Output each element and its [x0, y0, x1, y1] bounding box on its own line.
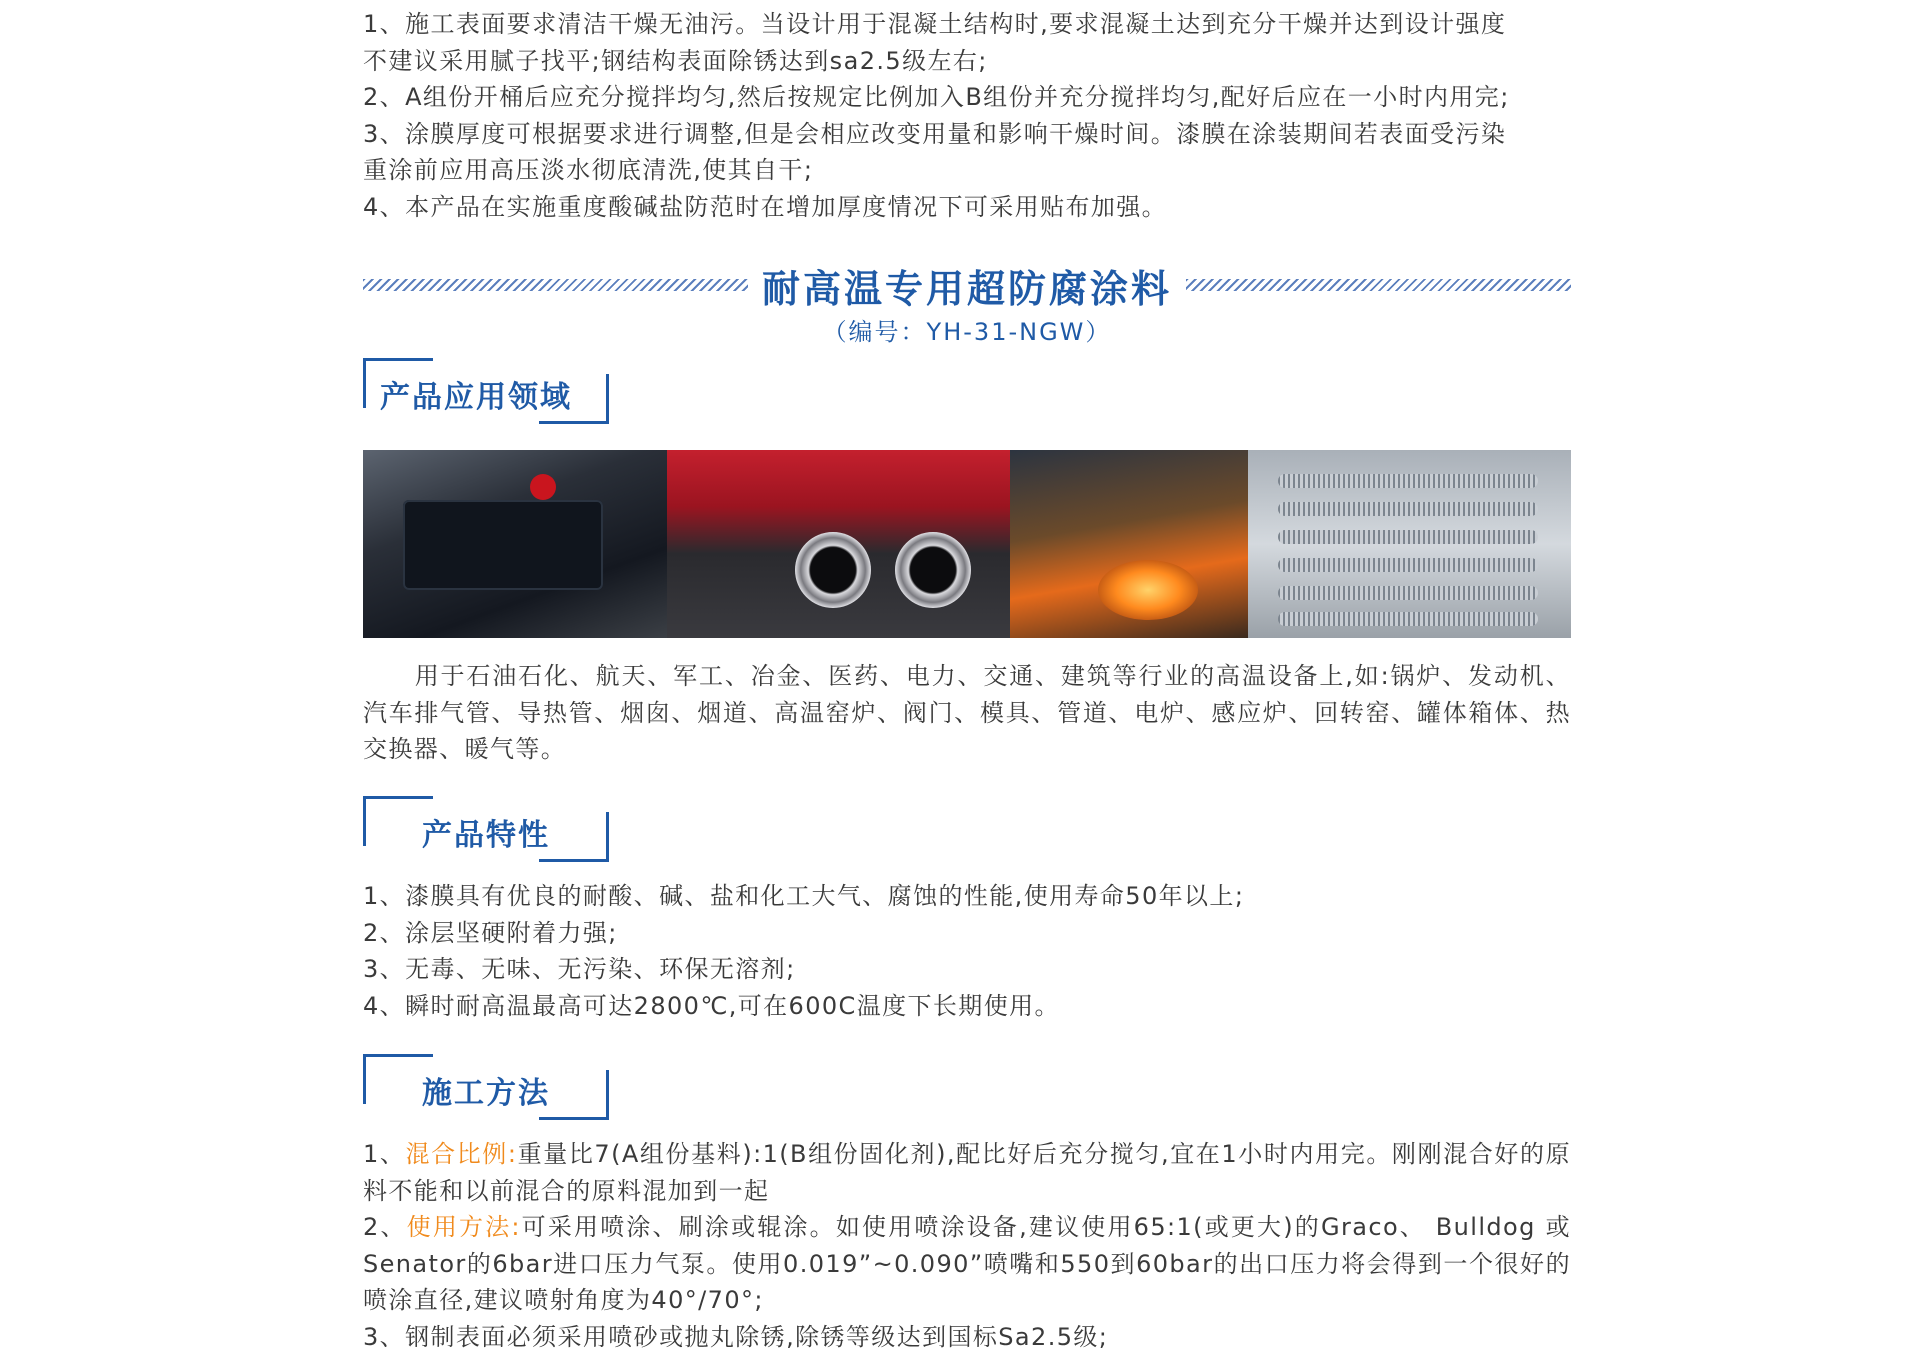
section-heading-features	[363, 796, 609, 862]
method-item: 3、钢制表面必须采用喷砂或抛丸除锈,除锈等级达到国标Sa2.5级;	[363, 1322, 1109, 1351]
hatch-divider-left	[363, 279, 748, 291]
molten-metal-shape	[1098, 560, 1198, 620]
engine-block-shape	[403, 500, 603, 590]
method-item	[363, 1209, 1571, 1319]
section-heading-application	[363, 358, 609, 424]
exhaust-tip-shape	[795, 532, 871, 608]
engine-photo	[363, 450, 667, 638]
method-text: 可采用喷涂、刷涂或辊涂。如使用喷涂设备,建议使用65:1(或更大)的Graco、 Bulldog 或 Senator的6bar进口压力气泵。使用0.019”~0.090”喷嘴和550到60bar的出口压力将会得到一个很好的喷涂直径,建议喷射角度为40°/70°;	[363, 1213, 1571, 1314]
finned-tube-shape	[1278, 530, 1538, 544]
intro-line: 3、涂膜厚度可根据要求进行调整,但是会相应改变用量和影响干燥时间。漆膜在涂装期间若表面受污染	[363, 119, 1507, 148]
finned-tube-shape	[1278, 586, 1538, 600]
section-title: 产品应用领域	[380, 380, 572, 415]
features-list	[363, 878, 1571, 1024]
intro-block	[363, 6, 1571, 225]
exhaust-pipe-photo	[667, 450, 1010, 638]
product-title-row	[363, 258, 1571, 312]
section-title: 产品特性	[422, 818, 550, 853]
feature-item: 4、瞬时耐高温最高可达2800℃,可在600C温度下长期使用。	[363, 991, 1060, 1020]
product-title: 耐高温专用超防腐涂料	[761, 266, 1172, 311]
finned-tube-shape	[1278, 502, 1538, 516]
intro-line: 1、施工表面要求清洁干燥无油污。当设计用于混凝土结构时,要求混凝土达到充分干燥并达到设计强度	[363, 10, 1507, 38]
intro-line: 重涂前应用高压淡水彻底清洗,使其自干;	[363, 156, 814, 184]
intro-line: 不建议采用腻子找平;钢结构表面除锈达到sa2.5级左右;	[363, 46, 988, 75]
finned-tube-shape	[1278, 612, 1538, 626]
engine-cap-shape	[530, 474, 556, 500]
intro-line: 2、A组份开桶后应充分搅拌均匀,然后按规定比例加入B组份并充分搅拌均匀,配好后应在一小时内用完;	[363, 83, 1510, 111]
exhaust-tip-shape	[895, 532, 971, 608]
item-number: 1、	[363, 1140, 406, 1168]
product-code: （编号：YH-31-NGW）	[822, 318, 1112, 346]
method-list	[363, 1136, 1571, 1355]
furnace-photo	[1010, 450, 1248, 638]
intro-line: 4、本产品在实施重度酸碱盐防范时在增加厚度情况下可采用贴布加强。	[363, 192, 1168, 221]
application-photo-strip	[363, 450, 1571, 638]
feature-item: 1、漆膜具有优良的耐酸、碱、盐和化工大气、腐蚀的性能,使用寿命50年以上;	[363, 882, 1245, 910]
highlight-label: 混合比例:	[405, 1140, 518, 1168]
section-heading-method	[363, 1054, 609, 1120]
method-text: 重量比7(A组份基料):1(B组份固化剂),配比好后充分搅匀,宜在1小时内用完。刚刚混合好的原料不能和以前混合的原料混加到一起	[363, 1140, 1571, 1205]
application-text: 用于石油石化、航天、军工、冶金、医药、电力、交通、建筑等行业的高温设备上,如:锅炉、发动机、汽车排气管、导热管、烟囱、烟道、高温窑炉、阀门、模具、管道、电炉、感应炉、回转窑、罐体箱体、热交换器、暖气等。	[363, 662, 1571, 763]
finned-tube-shape	[1278, 474, 1538, 488]
method-item	[363, 1136, 1571, 1209]
heat-exchanger-photo	[1248, 450, 1571, 638]
finned-tube-shape	[1278, 558, 1538, 572]
hatch-divider-right	[1186, 279, 1571, 291]
section-title: 施工方法	[422, 1076, 550, 1111]
feature-item: 2、涂层坚硬附着力强;	[363, 918, 618, 947]
feature-item: 3、无毒、无味、无污染、环保无溶剂;	[363, 955, 796, 983]
item-number: 2、	[363, 1213, 407, 1241]
highlight-label: 使用方法:	[406, 1213, 521, 1241]
